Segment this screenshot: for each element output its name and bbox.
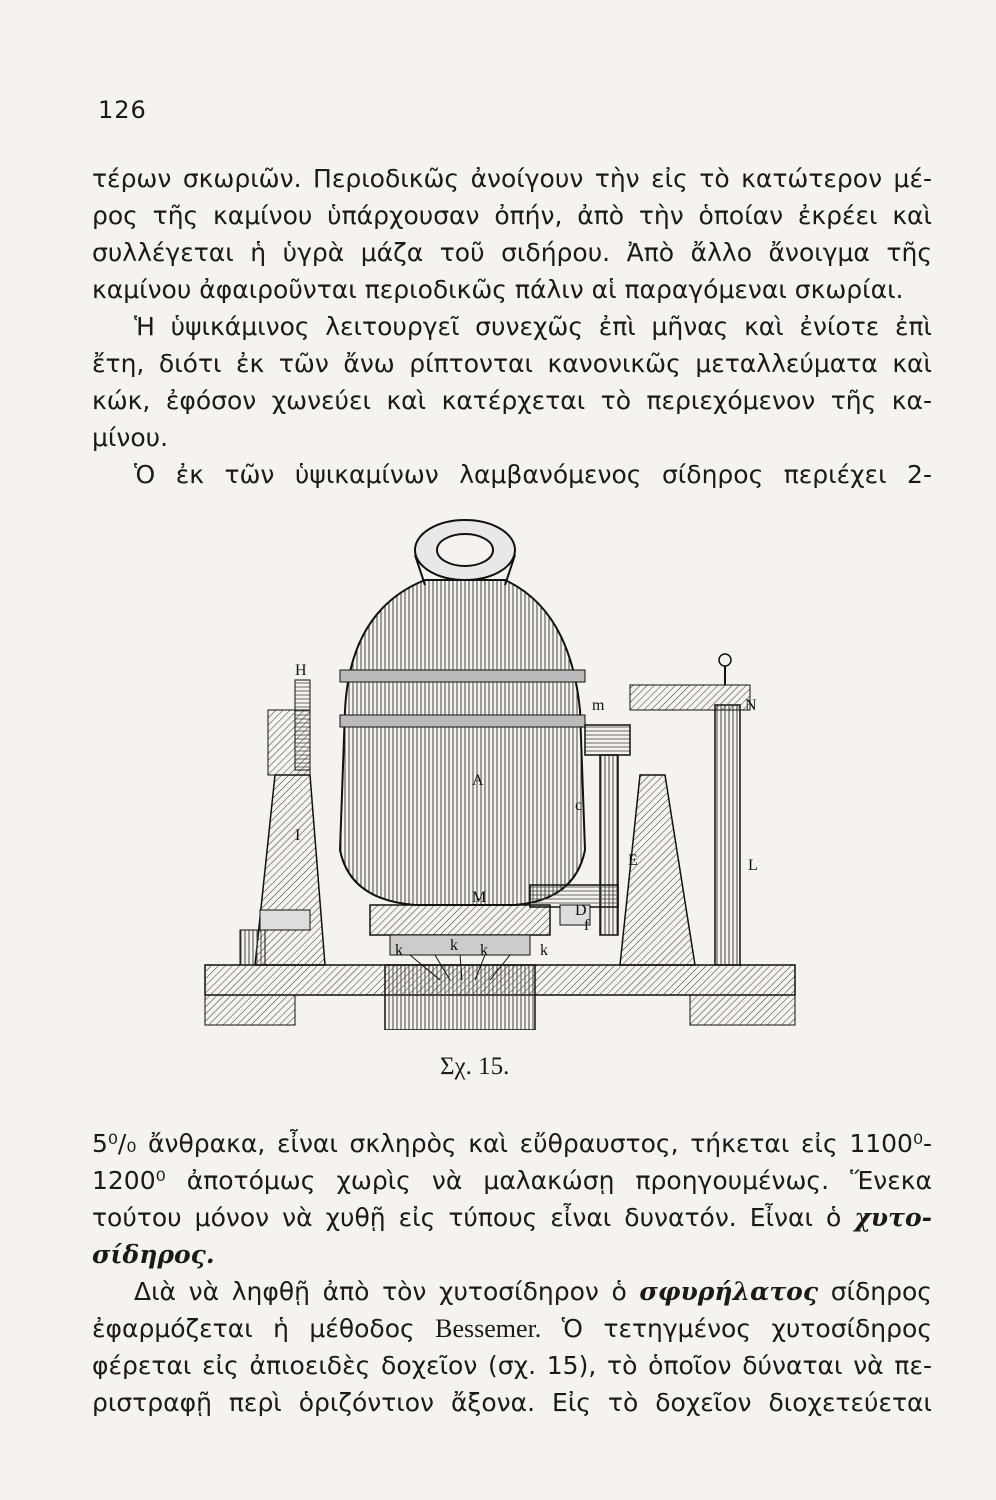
label-c: c bbox=[575, 797, 583, 814]
text-line: καμίνου ἀφαιροῦνται περιοδικῶς πάλιν αἱ παραγόμεναι σκωρίαι. bbox=[92, 275, 904, 304]
text-line: 1200⁰ ἀποτόμως χωρὶς νὰ μαλακώσῃ προηγουμένως. Ἕνεκα bbox=[92, 1166, 932, 1195]
text-line: κώκ, ἐφόσον χωνεύει καὶ κατέρχεται τὸ περιεχόμενον τῆς κα- bbox=[92, 386, 932, 415]
text-line bbox=[92, 1273, 932, 1310]
label-N: N bbox=[745, 697, 757, 714]
page-number: 126 bbox=[98, 96, 147, 124]
paragraph bbox=[92, 1273, 932, 1421]
text-line bbox=[92, 1236, 932, 1273]
latin-term: Bessemer. bbox=[435, 1314, 542, 1343]
text-line: ριστραφῇ περὶ ὁριζόντιον ἄξονα. Εἰς τὸ δοχεῖον διοχετεύεται bbox=[92, 1388, 932, 1417]
right-pillar bbox=[620, 654, 750, 965]
text-line: μίνου. bbox=[92, 423, 169, 452]
text-line: ρος τῆς καμίνου ὑπάρχουσαν ὀπήν, ἀπὸ τὴν ὁποίαν ἐκρέει καὶ bbox=[92, 201, 932, 230]
text-line bbox=[92, 1310, 932, 1347]
label-k: k bbox=[480, 942, 488, 959]
label-H: H bbox=[295, 662, 307, 679]
text-line: τέρων σκωριῶν. Περιοδικῶς ἀνοίγουν τὴν εἰς τὸ κατώτερον μέ- bbox=[92, 164, 932, 193]
paragraph bbox=[92, 160, 932, 308]
text-line: συλλέγεται ἡ ὑγρὰ μάζα τοῦ σιδήρου. Ἀπὸ ἄλλο ἄνοιγμα τῆς bbox=[92, 238, 932, 267]
paragraph bbox=[92, 456, 932, 493]
text-run: Ὁ τετηγμένος χυτοσίδηρος bbox=[561, 1314, 932, 1343]
text-line: 5⁰/₀ ἄνθρακα, εἶναι σκληρὸς καὶ εὔθραυστος, τήκεται εἰς 1100⁰- bbox=[92, 1129, 932, 1158]
body-text-top bbox=[92, 160, 932, 493]
text-line: Ὁ ἐκ τῶν ὑψικαμίνων λαμβανόμενος σίδηρος περιέχει 2- bbox=[134, 460, 932, 489]
body-text-bottom bbox=[92, 1125, 932, 1421]
left-pillar bbox=[240, 680, 325, 965]
paragraph bbox=[92, 1125, 932, 1273]
emphasized-term: σίδηρος. bbox=[92, 1240, 215, 1269]
label-k: k bbox=[395, 942, 403, 959]
figure-caption: Σχ. 15. bbox=[440, 1053, 510, 1080]
emphasized-term: σφυρήλατος bbox=[639, 1277, 819, 1306]
text-line: Ἡ ὑψικάμινος λειτουργεῖ συνεχῶς ἐπὶ μῆνας καὶ ἐνίοτε ἐπὶ bbox=[134, 312, 932, 341]
label-m: m bbox=[592, 697, 605, 714]
text-line bbox=[92, 1199, 932, 1236]
text-line: ἔτη, διότι ἐκ τῶν ἄνω ρίπτονται κανονικῶς μεταλλεύματα καὶ bbox=[92, 349, 932, 378]
label-E: E bbox=[628, 852, 638, 869]
emphasized-term: χυτο- bbox=[854, 1203, 932, 1232]
text-run: σίδηρος bbox=[830, 1277, 932, 1306]
text-run: τούτου μόνον νὰ χυθῇ εἰς τύπους εἶναι δυνατόν. Εἶναι ὁ bbox=[92, 1203, 842, 1232]
label-D: D bbox=[575, 902, 587, 919]
foundation bbox=[205, 965, 795, 1030]
label-f: f bbox=[584, 917, 590, 934]
label-k: k bbox=[450, 937, 458, 954]
label-A: A bbox=[472, 772, 484, 789]
text-run: Διὰ νὰ ληφθῇ ἀπὸ τὸν χυτοσίδηρον ὁ bbox=[134, 1277, 627, 1306]
bessemer-converter-figure bbox=[200, 510, 800, 1030]
paragraph bbox=[92, 308, 932, 456]
label-L: L bbox=[748, 857, 758, 874]
label-k: k bbox=[540, 942, 548, 959]
text-line: φέρεται εἰς ἀπιοειδὲς δοχεῖον (σχ. 15), τὸ ὁποῖον δύναται νὰ πε- bbox=[92, 1351, 932, 1380]
text-run: ἐφαρμόζεται ἡ μέθοδος bbox=[92, 1314, 415, 1343]
label-M: M bbox=[472, 889, 487, 906]
label-I: I bbox=[295, 827, 301, 844]
